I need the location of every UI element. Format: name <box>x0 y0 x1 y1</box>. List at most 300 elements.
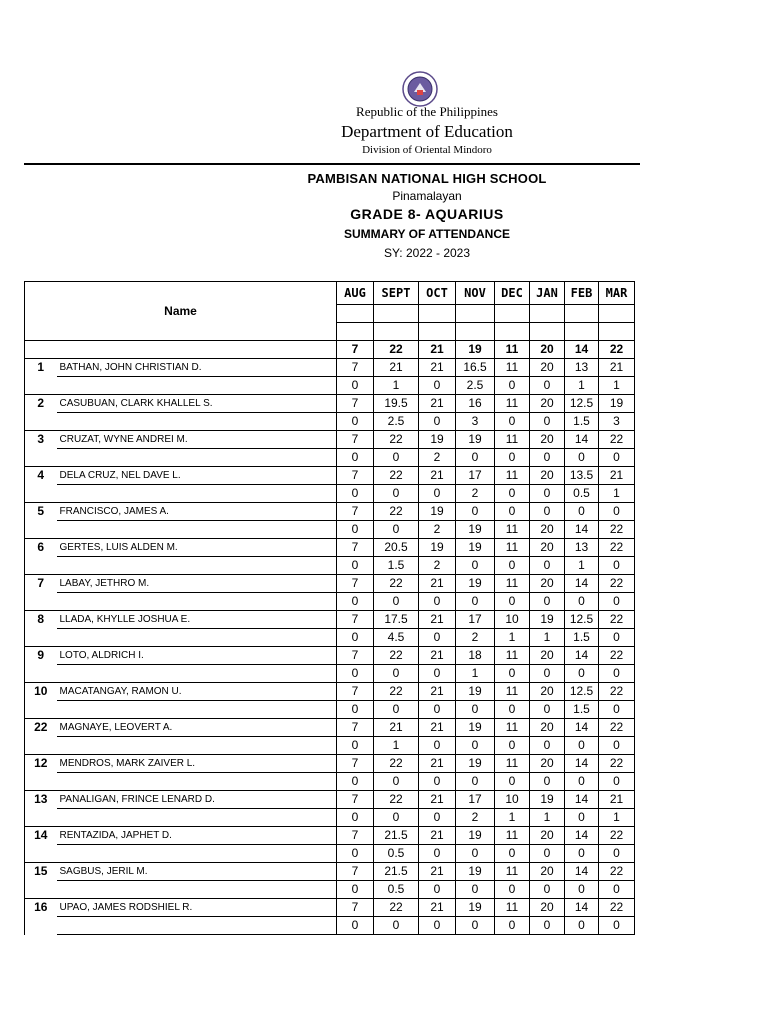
days-present-cell: 7 <box>337 431 374 449</box>
blank-cell <box>57 557 337 575</box>
student-name: LLADA, KHYLLE JOSHUA E. <box>57 611 337 629</box>
days-present-cell: 11 <box>495 899 530 917</box>
days-absent-cell: 0 <box>599 917 635 935</box>
days-absent-cell: 0 <box>337 485 374 503</box>
blank-cell <box>25 593 57 611</box>
days-present-cell: 11 <box>495 467 530 485</box>
days-present-cell: 21 <box>419 899 456 917</box>
days-absent-cell: 0 <box>419 377 456 395</box>
student-number: 4 <box>25 467 57 485</box>
blank-cell <box>25 737 57 755</box>
days-present-cell: 13 <box>565 359 599 377</box>
student-name: CASUBUAN, CLARK KHALLEL S. <box>57 395 337 413</box>
days-absent-cell: 0 <box>419 485 456 503</box>
blank-cell <box>456 305 495 323</box>
blank-cell <box>565 305 599 323</box>
days-present-cell: 20 <box>530 683 565 701</box>
blank-cell <box>57 881 337 899</box>
student-name: RENTAZIDA, JAPHET D. <box>57 827 337 845</box>
days-present-cell: 7 <box>337 503 374 521</box>
days-absent-cell: 0 <box>530 413 565 431</box>
days-absent-cell: 0 <box>337 377 374 395</box>
days-present-cell: 7 <box>337 575 374 593</box>
days-present-cell: 19 <box>456 431 495 449</box>
days-present-cell: 22 <box>374 467 419 485</box>
days-absent-cell: 0 <box>419 809 456 827</box>
days-present-cell: 14 <box>565 647 599 665</box>
days-absent-cell: 0 <box>530 593 565 611</box>
days-present-cell: 21.5 <box>374 863 419 881</box>
days-present-cell: 21 <box>419 683 456 701</box>
blank-cell <box>57 413 337 431</box>
days-present-cell: 12.5 <box>565 683 599 701</box>
report-title: SUMMARY OF ATTENDANCE <box>344 227 510 241</box>
days-present-cell: 21 <box>419 467 456 485</box>
days-present-cell: 22 <box>374 683 419 701</box>
student-present-row <box>25 395 635 413</box>
blank-cell <box>25 377 57 395</box>
days-present-cell: 7 <box>337 791 374 809</box>
student-present-row <box>25 503 635 521</box>
student-number: 5 <box>25 503 57 521</box>
days-present-cell: 22 <box>599 827 635 845</box>
days-absent-cell: 0 <box>337 629 374 647</box>
days-present-cell: 17 <box>456 611 495 629</box>
days-present-cell: 19 <box>456 863 495 881</box>
days-absent-cell: 1 <box>530 629 565 647</box>
days-present-cell: 21 <box>599 467 635 485</box>
days-present-cell: 19 <box>456 719 495 737</box>
days-present-cell: 21 <box>419 359 456 377</box>
days-absent-cell: 0 <box>337 701 374 719</box>
student-name: FRANCISCO, JAMES A. <box>57 503 337 521</box>
days-absent-cell: 0 <box>530 485 565 503</box>
student-absent-row <box>25 521 635 539</box>
days-present-cell: 22 <box>374 791 419 809</box>
days-present-cell: 13.5 <box>565 467 599 485</box>
student-number: 15 <box>25 863 57 881</box>
student-name: LABAY, JETHRO M. <box>57 575 337 593</box>
days-absent-cell: 0 <box>495 773 530 791</box>
days-absent-cell: 1 <box>599 377 635 395</box>
days-present-cell: 19.5 <box>374 395 419 413</box>
days-absent-cell: 0 <box>495 377 530 395</box>
days-absent-cell: 0 <box>495 413 530 431</box>
days-absent-cell: 14 <box>565 521 599 539</box>
blank-cell <box>25 521 57 539</box>
days-present-cell: 14 <box>565 719 599 737</box>
blank-cell <box>25 773 57 791</box>
days-present-cell: 21 <box>419 575 456 593</box>
days-present-cell: 19 <box>530 791 565 809</box>
days-absent-cell: 1 <box>374 377 419 395</box>
days-present-cell: 17.5 <box>374 611 419 629</box>
days-absent-cell: 0.5 <box>374 845 419 863</box>
student-number: 16 <box>25 899 57 917</box>
days-present-cell: 19 <box>456 575 495 593</box>
days-absent-cell: 0 <box>530 917 565 935</box>
days-present-cell: 16 <box>456 395 495 413</box>
days-absent-cell: 0 <box>495 737 530 755</box>
days-present-cell: 11 <box>495 431 530 449</box>
school-days-cell: 20 <box>530 341 565 359</box>
days-present-cell: 20 <box>530 575 565 593</box>
days-absent-cell: 0 <box>565 449 599 467</box>
days-absent-cell: 0 <box>456 845 495 863</box>
days-absent-cell: 0 <box>599 881 635 899</box>
student-present-row <box>25 647 635 665</box>
student-absent-row <box>25 629 635 647</box>
days-present-cell: 19 <box>456 755 495 773</box>
days-absent-cell: 0 <box>456 773 495 791</box>
school-days-cell: 7 <box>337 341 374 359</box>
blank-cell <box>530 323 565 341</box>
blank-cell <box>57 737 337 755</box>
days-absent-cell: 0 <box>337 845 374 863</box>
blank-cell <box>57 701 337 719</box>
days-present-cell: 20 <box>530 755 565 773</box>
days-absent-cell: 2 <box>419 449 456 467</box>
days-absent-cell: 0 <box>599 629 635 647</box>
school-days-cell: 14 <box>565 341 599 359</box>
student-present-row <box>25 863 635 881</box>
days-present-cell: 14 <box>565 431 599 449</box>
blank-cell <box>530 305 565 323</box>
blank-cell <box>419 323 456 341</box>
days-present-cell: 21 <box>419 395 456 413</box>
days-present-cell: 20 <box>530 863 565 881</box>
student-absent-row <box>25 665 635 683</box>
days-present-cell: 22 <box>374 755 419 773</box>
days-absent-cell: 2 <box>456 629 495 647</box>
days-absent-cell: 1 <box>456 665 495 683</box>
days-present-cell: 22 <box>374 503 419 521</box>
days-absent-cell: 19 <box>456 521 495 539</box>
days-absent-cell: 0 <box>456 557 495 575</box>
blank-cell <box>599 305 635 323</box>
student-name: MENDROS, MARK ZAIVER L. <box>57 755 337 773</box>
days-absent-cell: 0 <box>337 737 374 755</box>
days-present-cell: 14 <box>565 791 599 809</box>
days-absent-cell: 0 <box>419 845 456 863</box>
school-days-cell: 21 <box>419 341 456 359</box>
days-absent-cell: 0 <box>337 665 374 683</box>
days-present-cell: 11 <box>495 395 530 413</box>
days-present-cell: 22 <box>599 611 635 629</box>
days-present-cell: 13 <box>565 539 599 557</box>
days-present-cell: 20 <box>530 899 565 917</box>
days-absent-cell: 1.5 <box>374 557 419 575</box>
days-present-cell: 10 <box>495 611 530 629</box>
days-present-cell: 21.5 <box>374 827 419 845</box>
school-days-cell: 22 <box>599 341 635 359</box>
student-name: DELA CRUZ, NEL DAVE L. <box>57 467 337 485</box>
days-absent-cell: 0 <box>419 881 456 899</box>
student-absent-row <box>25 881 635 899</box>
school-days-cell: 11 <box>495 341 530 359</box>
days-absent-cell: 0 <box>374 773 419 791</box>
days-absent-cell: 0 <box>530 701 565 719</box>
blank-cell <box>337 323 374 341</box>
days-absent-cell: 0 <box>530 773 565 791</box>
month-header: JAN <box>530 282 565 305</box>
days-present-cell: 0 <box>456 503 495 521</box>
days-absent-cell: 0 <box>495 557 530 575</box>
student-present-row <box>25 899 635 917</box>
student-absent-row <box>25 377 635 395</box>
days-present-cell: 7 <box>337 395 374 413</box>
blank-cell <box>25 881 57 899</box>
days-present-cell: 22 <box>599 755 635 773</box>
days-present-cell: 11 <box>495 683 530 701</box>
student-present-row <box>25 431 635 449</box>
days-absent-cell: 0 <box>374 485 419 503</box>
days-absent-cell: 0 <box>374 917 419 935</box>
student-absent-row <box>25 557 635 575</box>
days-present-cell: 12.5 <box>565 611 599 629</box>
days-absent-cell: 0 <box>495 593 530 611</box>
days-absent-cell: 1 <box>495 629 530 647</box>
days-present-cell: 7 <box>337 359 374 377</box>
blank-cell <box>25 449 57 467</box>
student-absent-row <box>25 773 635 791</box>
school-year: SY: 2022 - 2023 <box>383 246 471 260</box>
days-absent-cell: 1 <box>599 809 635 827</box>
days-present-cell: 21 <box>419 791 456 809</box>
student-name: MACATANGAY, RAMON U. <box>57 683 337 701</box>
days-absent-cell: 0 <box>337 881 374 899</box>
days-absent-cell: 3 <box>599 413 635 431</box>
days-absent-cell: 0 <box>419 593 456 611</box>
days-absent-cell: 0 <box>495 881 530 899</box>
days-absent-cell: 0 <box>565 845 599 863</box>
days-present-cell: 21 <box>419 611 456 629</box>
days-present-cell: 21 <box>419 827 456 845</box>
days-present-cell: 21 <box>599 359 635 377</box>
days-absent-cell: 0 <box>337 917 374 935</box>
student-absent-row <box>25 593 635 611</box>
days-absent-cell: 0 <box>495 845 530 863</box>
days-present-cell: 7 <box>337 827 374 845</box>
days-absent-cell: 0 <box>374 593 419 611</box>
days-present-cell: 0 <box>495 503 530 521</box>
days-absent-cell: 0.5 <box>565 485 599 503</box>
days-absent-cell: 1 <box>565 557 599 575</box>
header-divider <box>24 163 640 165</box>
days-absent-cell: 0 <box>337 773 374 791</box>
blank-cell <box>337 305 374 323</box>
days-present-cell: 14 <box>565 575 599 593</box>
blank-cell <box>25 809 57 827</box>
days-absent-cell: 0 <box>456 737 495 755</box>
days-absent-cell: 0 <box>337 593 374 611</box>
days-absent-cell: 1 <box>599 485 635 503</box>
days-present-cell: 22 <box>599 539 635 557</box>
student-number: 13 <box>25 791 57 809</box>
department-title: Department of Education <box>341 122 513 141</box>
days-absent-cell: 0 <box>565 881 599 899</box>
blank-cell <box>495 323 530 341</box>
days-absent-cell: 0 <box>419 737 456 755</box>
days-absent-cell: 2 <box>419 521 456 539</box>
school-name: PAMBISAN NATIONAL HIGH SCHOOL <box>307 171 547 186</box>
days-present-cell: 7 <box>337 755 374 773</box>
days-absent-cell: 0 <box>419 917 456 935</box>
student-absent-row <box>25 449 635 467</box>
days-absent-cell: 0 <box>599 737 635 755</box>
student-name: MAGNAYE, LEOVERT A. <box>57 719 337 737</box>
days-present-cell: 7 <box>337 611 374 629</box>
days-present-cell: 20 <box>530 539 565 557</box>
days-absent-cell: 0 <box>565 809 599 827</box>
days-present-cell: 0 <box>565 503 599 521</box>
days-absent-cell: 1 <box>374 737 419 755</box>
days-present-cell: 12.5 <box>565 395 599 413</box>
days-present-cell: 20 <box>530 719 565 737</box>
days-present-cell: 20 <box>530 359 565 377</box>
deped-seal-icon <box>402 71 438 107</box>
student-present-row <box>25 359 635 377</box>
days-absent-cell: 2 <box>419 557 456 575</box>
month-header: MAR <box>599 282 635 305</box>
days-absent-cell: 0 <box>565 593 599 611</box>
month-header: SEPT <box>374 282 419 305</box>
days-absent-cell: 1.5 <box>565 413 599 431</box>
blank-cell <box>57 665 337 683</box>
days-present-cell: 17 <box>456 791 495 809</box>
days-present-cell: 22 <box>599 899 635 917</box>
days-present-cell: 7 <box>337 899 374 917</box>
student-present-row <box>25 719 635 737</box>
days-absent-cell: 0 <box>374 665 419 683</box>
days-absent-cell: 0 <box>337 557 374 575</box>
republic-title: Republic of the Philippines <box>356 104 498 119</box>
days-present-cell: 18 <box>456 647 495 665</box>
student-present-row <box>25 575 635 593</box>
blank-cell <box>25 917 57 935</box>
blank-cell <box>57 377 337 395</box>
blank-cell <box>374 323 419 341</box>
student-name: CRUZAT, WYNE ANDREI M. <box>57 431 337 449</box>
days-absent-cell: 0 <box>374 449 419 467</box>
days-absent-cell: 0 <box>530 881 565 899</box>
days-present-cell: 7 <box>337 647 374 665</box>
student-name: GERTES, LUIS ALDEN M. <box>57 539 337 557</box>
days-present-cell: 11 <box>495 647 530 665</box>
days-absent-cell: 0 <box>565 737 599 755</box>
student-name: LOTO, ALDRICH I. <box>57 647 337 665</box>
days-absent-cell: 4.5 <box>374 629 419 647</box>
student-number: 2 <box>25 395 57 413</box>
days-absent-cell: 0 <box>374 809 419 827</box>
student-number: 22 <box>25 719 57 737</box>
student-number: 9 <box>25 647 57 665</box>
blank-cell <box>57 521 337 539</box>
blank-cell <box>419 305 456 323</box>
days-absent-cell: 0 <box>565 665 599 683</box>
days-absent-cell: 0 <box>337 413 374 431</box>
days-present-cell: 14 <box>565 755 599 773</box>
blank-cell <box>57 809 337 827</box>
days-present-cell: 19 <box>419 431 456 449</box>
days-present-cell: 22 <box>374 431 419 449</box>
blank-cell <box>25 629 57 647</box>
days-absent-cell: 0 <box>599 593 635 611</box>
days-absent-cell: 1.5 <box>565 629 599 647</box>
student-number: 7 <box>25 575 57 593</box>
blank-cell <box>57 485 337 503</box>
blank-cell <box>456 323 495 341</box>
student-absent-row <box>25 809 635 827</box>
blank-cell <box>495 305 530 323</box>
blank-cell <box>599 323 635 341</box>
days-present-cell: 21 <box>419 755 456 773</box>
student-number: 10 <box>25 683 57 701</box>
blank-cell <box>565 323 599 341</box>
month-header: AUG <box>337 282 374 305</box>
student-number: 3 <box>25 431 57 449</box>
student-absent-row <box>25 845 635 863</box>
days-absent-cell: 2 <box>456 485 495 503</box>
student-present-row <box>25 467 635 485</box>
days-absent-cell: 0 <box>530 845 565 863</box>
days-present-cell: 16.5 <box>456 359 495 377</box>
student-present-row <box>25 791 635 809</box>
days-absent-cell: 1 <box>530 809 565 827</box>
days-absent-cell: 0 <box>456 917 495 935</box>
days-present-cell: 22 <box>374 899 419 917</box>
school-town: Pinamalayan <box>392 189 462 203</box>
days-absent-cell: 0 <box>456 593 495 611</box>
days-present-cell: 14 <box>565 827 599 845</box>
blank-cell <box>57 629 337 647</box>
days-absent-cell: 0.5 <box>374 881 419 899</box>
days-present-cell: 21 <box>419 719 456 737</box>
days-present-cell: 14 <box>565 899 599 917</box>
days-present-cell: 19 <box>419 503 456 521</box>
days-present-cell: 22 <box>599 863 635 881</box>
blank-cell <box>374 305 419 323</box>
student-name: BATHAN, JOHN CHRISTIAN D. <box>57 359 337 377</box>
days-present-cell: 21 <box>374 719 419 737</box>
days-absent-cell: 2.5 <box>456 377 495 395</box>
blank-cell <box>57 845 337 863</box>
days-absent-cell: 22 <box>599 521 635 539</box>
days-present-cell: 0 <box>530 503 565 521</box>
blank-cell <box>25 341 337 359</box>
days-present-cell: 11 <box>495 827 530 845</box>
days-absent-cell: 0 <box>337 521 374 539</box>
days-present-cell: 20 <box>530 467 565 485</box>
days-absent-cell: 0 <box>419 629 456 647</box>
month-header: NOV <box>456 282 495 305</box>
days-absent-cell: 0 <box>419 413 456 431</box>
days-present-cell: 22 <box>374 575 419 593</box>
days-present-cell: 21 <box>374 359 419 377</box>
days-present-cell: 19 <box>419 539 456 557</box>
days-present-cell: 7 <box>337 539 374 557</box>
days-absent-cell: 0 <box>495 917 530 935</box>
name-column-header: Name <box>25 282 337 341</box>
student-present-row <box>25 539 635 557</box>
month-header: OCT <box>419 282 456 305</box>
days-present-cell: 21 <box>599 791 635 809</box>
days-absent-cell: 0 <box>337 809 374 827</box>
days-absent-cell: 0 <box>599 845 635 863</box>
days-present-cell: 20 <box>530 827 565 845</box>
student-absent-row <box>25 413 635 431</box>
days-absent-cell: 0 <box>419 665 456 683</box>
